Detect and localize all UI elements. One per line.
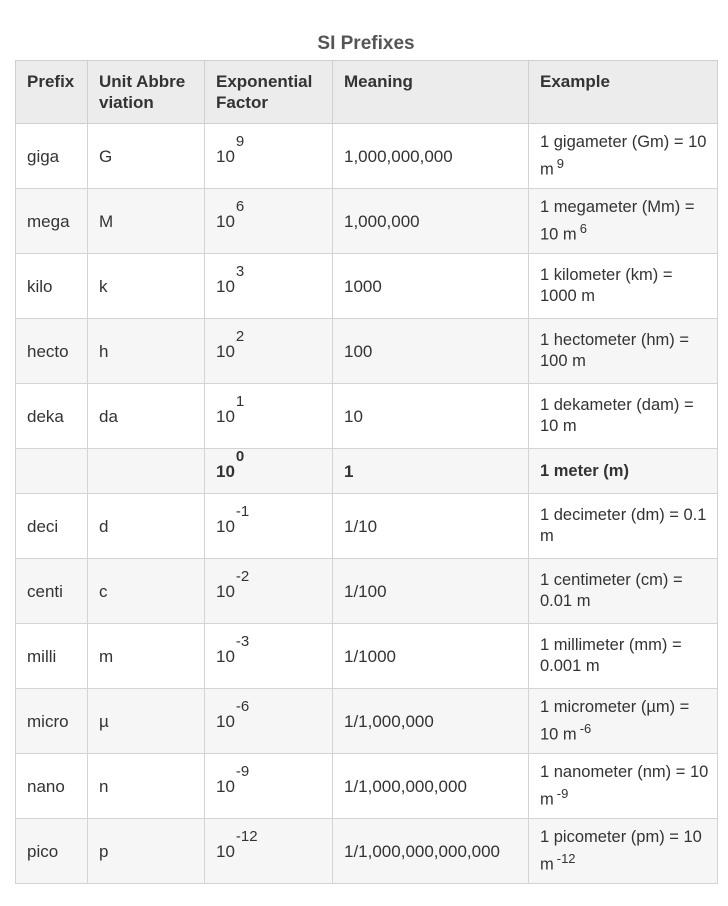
cell-abbreviation: µ [88, 689, 205, 754]
example-text: 1 centimeter (cm) = 0.01 m [540, 571, 683, 610]
table-row [16, 189, 718, 254]
cell-example [529, 689, 718, 754]
exponent-power: 0 [235, 447, 245, 465]
table-row [16, 754, 718, 819]
header-prefix: Prefix [16, 61, 88, 124]
cell-example [529, 254, 718, 319]
example-text: 1 picometer (pm) = 10 m [540, 827, 702, 874]
example-exponent: -6 [579, 720, 592, 736]
cell-exponential-factor [205, 384, 333, 449]
table-row [16, 124, 718, 189]
exponent-base: 10 [216, 406, 235, 426]
cell-prefix: deci [16, 494, 88, 559]
cell-exponential-factor [205, 254, 333, 319]
exponent-base: 10 [216, 516, 235, 536]
cell-prefix: hecto [16, 319, 88, 384]
cell-abbreviation: p [88, 819, 205, 884]
cell-meaning: 1,000,000,000 [333, 124, 529, 189]
example-text: 1 nanometer (nm) = 10 m [540, 762, 709, 809]
cell-meaning: 1/1,000,000,000 [333, 754, 529, 819]
cell-exponential-factor [205, 754, 333, 819]
cell-meaning: 100 [333, 319, 529, 384]
exponent-base: 10 [216, 276, 235, 296]
cell-prefix: mega [16, 189, 88, 254]
table-row [16, 689, 718, 754]
cell-meaning: 1/1,000,000 [333, 689, 529, 754]
cell-prefix: pico [16, 819, 88, 884]
cell-example [529, 624, 718, 689]
cell-exponential-factor [205, 124, 333, 189]
cell-prefix: milli [16, 624, 88, 689]
table-row [16, 449, 718, 494]
cell-abbreviation: M [88, 189, 205, 254]
example-text: 1 megameter (Mm) = 10 m [540, 197, 695, 244]
exponent-power: -6 [235, 697, 250, 715]
exponent-power: 6 [235, 197, 245, 215]
cell-prefix: micro [16, 689, 88, 754]
cell-example [529, 754, 718, 819]
exponent-power: 3 [235, 262, 245, 280]
cell-meaning: 1/1,000,000,000,000 [333, 819, 529, 884]
example-exponent: 9 [556, 155, 564, 171]
cell-abbreviation: h [88, 319, 205, 384]
exponent-power: -1 [235, 502, 250, 520]
cell-meaning: 1/100 [333, 559, 529, 624]
cell-example [529, 319, 718, 384]
example-text: 1 dekameter (dam) = 10 m [540, 396, 694, 435]
exponent-power: -9 [235, 762, 250, 780]
exponent-base: 10 [216, 146, 235, 166]
cell-meaning: 1,000,000 [333, 189, 529, 254]
cell-meaning: 10 [333, 384, 529, 449]
exponent-power: -3 [235, 632, 250, 650]
cell-prefix: deka [16, 384, 88, 449]
si-prefixes-table [15, 60, 718, 884]
table-row [16, 559, 718, 624]
example-text: 1 hectometer (hm) = 100 m [540, 331, 690, 370]
table-row [16, 384, 718, 449]
example-text: 1 millimeter (mm) = 0.001 m [540, 636, 682, 675]
cell-example [529, 494, 718, 559]
cell-example [529, 189, 718, 254]
cell-example [529, 559, 718, 624]
table-row [16, 319, 718, 384]
example-exponent: -12 [556, 850, 576, 866]
header-example: Example [529, 61, 718, 124]
cell-example [529, 819, 718, 884]
cell-exponential-factor [205, 689, 333, 754]
cell-exponential-factor [205, 494, 333, 559]
exponent-base: 10 [216, 776, 235, 796]
cell-abbreviation: m [88, 624, 205, 689]
cell-prefix: giga [16, 124, 88, 189]
example-text: 1 kilometer (km) = 1000 m [540, 266, 673, 305]
cell-abbreviation: n [88, 754, 205, 819]
exponent-base: 10 [216, 711, 235, 731]
header-exponential-factor: Exponential Factor [205, 61, 333, 124]
cell-abbreviation: c [88, 559, 205, 624]
table-row [16, 624, 718, 689]
example-text: 1 decimeter (dm) = 0.1 m [540, 506, 707, 545]
exponent-base: 10 [216, 646, 235, 666]
table-row [16, 254, 718, 319]
cell-exponential-factor [205, 624, 333, 689]
header-meaning: Meaning [333, 61, 529, 124]
cell-abbreviation: G [88, 124, 205, 189]
header-unit-abbreviation: Unit Abbreviation [88, 61, 205, 124]
cell-exponential-factor [205, 559, 333, 624]
cell-abbreviation: da [88, 384, 205, 449]
cell-prefix: kilo [16, 254, 88, 319]
cell-meaning: 1 [333, 449, 529, 494]
exponent-base: 10 [216, 211, 235, 231]
cell-meaning: 1/10 [333, 494, 529, 559]
cell-exponential-factor [205, 819, 333, 884]
cell-exponential-factor [205, 449, 333, 494]
cell-prefix: nano [16, 754, 88, 819]
table-row [16, 819, 718, 884]
cell-meaning: 1/1000 [333, 624, 529, 689]
example-text: 1 micrometer (µm) = 10 m [540, 697, 690, 744]
cell-abbreviation: d [88, 494, 205, 559]
exponent-power: -2 [235, 567, 250, 585]
example-exponent: -9 [556, 785, 569, 801]
exponent-power: 2 [235, 327, 245, 345]
cell-abbreviation [88, 449, 205, 494]
exponent-base: 10 [216, 841, 235, 861]
exponent-base: 10 [216, 581, 235, 601]
cell-example [529, 384, 718, 449]
exponent-base: 10 [216, 341, 235, 361]
exponent-power: -12 [235, 827, 258, 845]
cell-example [529, 124, 718, 189]
cell-prefix: centi [16, 559, 88, 624]
exponent-base: 10 [216, 461, 235, 481]
cell-exponential-factor [205, 319, 333, 384]
header-row [16, 61, 718, 124]
table-row [16, 494, 718, 559]
cell-meaning: 1000 [333, 254, 529, 319]
example-text: 1 gigameter (Gm) = 10 m [540, 132, 707, 179]
cell-exponential-factor [205, 189, 333, 254]
table-caption: SI Prefixes [317, 33, 415, 54]
cell-prefix [16, 449, 88, 494]
cell-abbreviation: k [88, 254, 205, 319]
example-text: 1 meter (m) [540, 461, 629, 480]
example-exponent: 6 [579, 220, 587, 236]
cell-example [529, 449, 718, 494]
exponent-power: 1 [235, 392, 245, 410]
exponent-power: 9 [235, 132, 245, 150]
